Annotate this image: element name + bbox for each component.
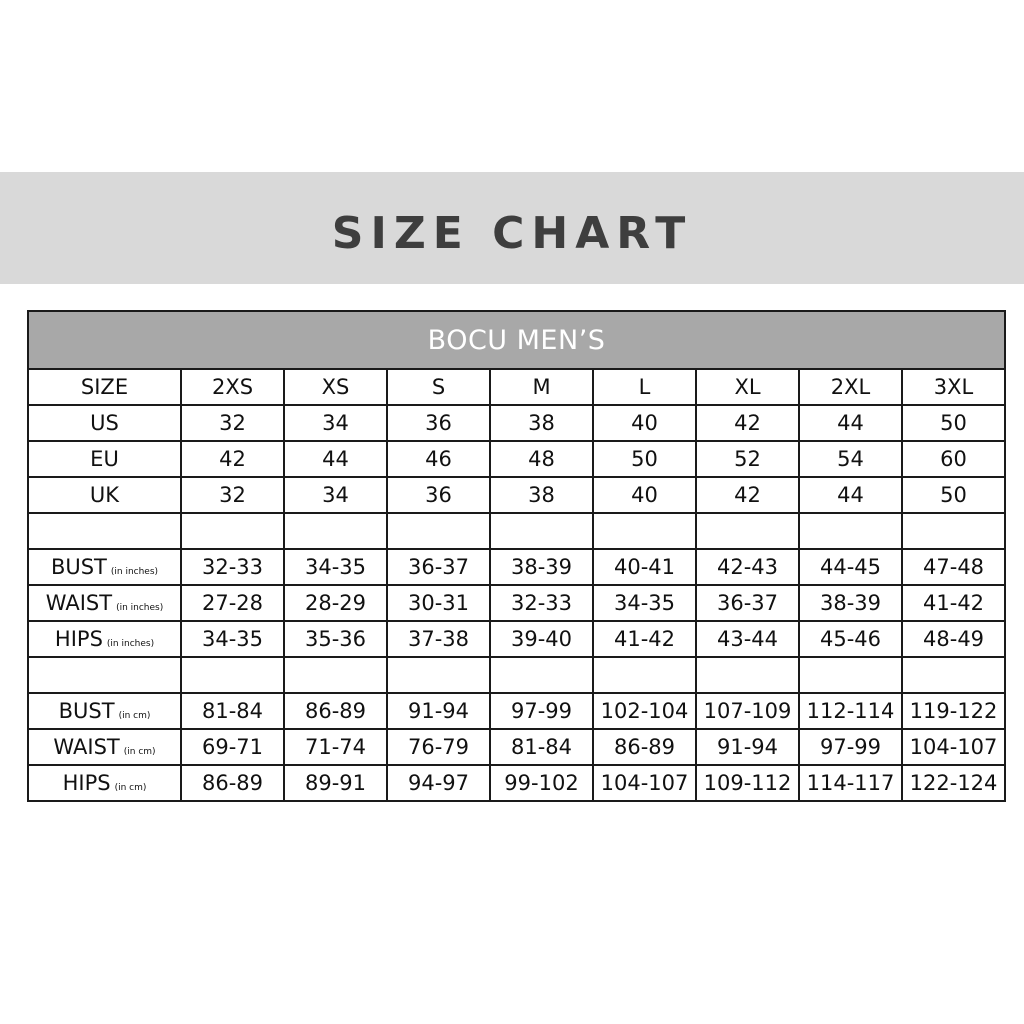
size-header-cell: M xyxy=(490,369,593,405)
row-label xyxy=(28,693,181,729)
row-label xyxy=(28,621,181,657)
row-label: UK xyxy=(28,477,181,513)
row-label: US xyxy=(28,405,181,441)
table-cell: 99-102 xyxy=(490,765,593,801)
table-cell: 52 xyxy=(696,441,799,477)
table-cell: 54 xyxy=(799,441,902,477)
measurement-label: WAIST xyxy=(53,735,120,759)
table-cell: 32 xyxy=(181,405,284,441)
table-cell: 81-84 xyxy=(181,693,284,729)
size-header-cell: XS xyxy=(284,369,387,405)
table-cell: 48 xyxy=(490,441,593,477)
table-cell: 50 xyxy=(902,405,1005,441)
table-cell: 94-97 xyxy=(387,765,490,801)
measurement-label: BUST xyxy=(58,699,115,723)
empty-cell xyxy=(387,657,490,693)
table-cell: 34-35 xyxy=(181,621,284,657)
table-cell: 48-49 xyxy=(902,621,1005,657)
table-cell: 104-107 xyxy=(593,765,696,801)
unit-label: (in cm) xyxy=(118,711,151,721)
size-header-cell: XL xyxy=(696,369,799,405)
table-cell: 119-122 xyxy=(902,693,1005,729)
table-row xyxy=(28,477,1005,513)
table-cell: 32 xyxy=(181,477,284,513)
table-header-row xyxy=(28,369,1005,405)
unit-label: (in cm) xyxy=(114,783,147,793)
row-label xyxy=(28,585,181,621)
row-label xyxy=(28,549,181,585)
empty-cell xyxy=(593,513,696,549)
empty-cell xyxy=(490,513,593,549)
table-cell: 36-37 xyxy=(387,549,490,585)
table-cell: 71-74 xyxy=(284,729,387,765)
empty-cell xyxy=(28,657,181,693)
table-cell: 32-33 xyxy=(490,585,593,621)
size-header-cell: 2XS xyxy=(181,369,284,405)
table-cell: 38-39 xyxy=(490,549,593,585)
table-cell: 46 xyxy=(387,441,490,477)
empty-cell xyxy=(902,657,1005,693)
empty-cell xyxy=(696,513,799,549)
size-header-cell: S xyxy=(387,369,490,405)
table-cell: 47-48 xyxy=(902,549,1005,585)
page-title: SIZE CHART xyxy=(331,207,693,259)
size-table-container xyxy=(27,310,1004,802)
table-cell: 97-99 xyxy=(799,729,902,765)
table-cell: 76-79 xyxy=(387,729,490,765)
table-cell: 91-94 xyxy=(387,693,490,729)
table-cell: 40 xyxy=(593,405,696,441)
title-banner xyxy=(0,172,1024,284)
table-cell: 34-35 xyxy=(593,585,696,621)
table-cell: 44 xyxy=(284,441,387,477)
table-cell: 41-42 xyxy=(902,585,1005,621)
table-cell: 42 xyxy=(696,405,799,441)
table-row xyxy=(28,621,1005,657)
measurement-label: BUST xyxy=(50,555,107,579)
spacer-row xyxy=(28,657,1005,693)
spacer-row xyxy=(28,513,1005,549)
table-cell: 107-109 xyxy=(696,693,799,729)
table-cell: 44 xyxy=(799,405,902,441)
table-cell: 89-91 xyxy=(284,765,387,801)
table-row xyxy=(28,441,1005,477)
table-cell: 40 xyxy=(593,477,696,513)
table-row xyxy=(28,405,1005,441)
table-cell: 32-33 xyxy=(181,549,284,585)
table-row xyxy=(28,729,1005,765)
table-cell: 40-41 xyxy=(593,549,696,585)
table-cell: 38-39 xyxy=(799,585,902,621)
table-cell: 86-89 xyxy=(284,693,387,729)
row-label xyxy=(28,729,181,765)
table-cell: 37-38 xyxy=(387,621,490,657)
row-label: SIZE xyxy=(28,369,181,405)
empty-cell xyxy=(593,657,696,693)
table-cell: 42-43 xyxy=(696,549,799,585)
table-row xyxy=(28,765,1005,801)
table-row xyxy=(28,693,1005,729)
size-header-cell: 2XL xyxy=(799,369,902,405)
table-cell: 69-71 xyxy=(181,729,284,765)
table-cell: 109-112 xyxy=(696,765,799,801)
table-cell: 86-89 xyxy=(593,729,696,765)
empty-cell xyxy=(28,513,181,549)
table-cell: 60 xyxy=(902,441,1005,477)
table-cell: 112-114 xyxy=(799,693,902,729)
empty-cell xyxy=(799,657,902,693)
table-cell: 44-45 xyxy=(799,549,902,585)
table-cell: 35-36 xyxy=(284,621,387,657)
table-cell: 34-35 xyxy=(284,549,387,585)
empty-cell xyxy=(181,513,284,549)
table-cell: 97-99 xyxy=(490,693,593,729)
row-label: EU xyxy=(28,441,181,477)
empty-cell xyxy=(902,513,1005,549)
empty-cell xyxy=(284,657,387,693)
table-cell: 42 xyxy=(181,441,284,477)
empty-cell xyxy=(799,513,902,549)
table-cell: 91-94 xyxy=(696,729,799,765)
unit-label: (in inches) xyxy=(106,639,155,649)
table-cell: 42 xyxy=(696,477,799,513)
table-cell: 45-46 xyxy=(799,621,902,657)
table-cell: 86-89 xyxy=(181,765,284,801)
size-header-cell: 3XL xyxy=(902,369,1005,405)
table-cell: 43-44 xyxy=(696,621,799,657)
measurement-label: WAIST xyxy=(45,591,113,615)
unit-label: (in inches) xyxy=(110,567,159,577)
empty-cell xyxy=(284,513,387,549)
size-table xyxy=(27,310,1006,802)
table-cell: 102-104 xyxy=(593,693,696,729)
table-cell: 39-40 xyxy=(490,621,593,657)
table-cell: 28-29 xyxy=(284,585,387,621)
table-cell: 36 xyxy=(387,405,490,441)
table-cell: 81-84 xyxy=(490,729,593,765)
table-cell: 38 xyxy=(490,405,593,441)
table-row xyxy=(28,549,1005,585)
empty-cell xyxy=(387,513,490,549)
size-header-cell: L xyxy=(593,369,696,405)
table-cell: 34 xyxy=(284,477,387,513)
table-cell: 34 xyxy=(284,405,387,441)
empty-cell xyxy=(490,657,593,693)
row-label xyxy=(28,765,181,801)
empty-cell xyxy=(696,657,799,693)
table-cell: 27-28 xyxy=(181,585,284,621)
unit-label: (in inches) xyxy=(116,603,164,613)
table-cell: 38 xyxy=(490,477,593,513)
table-caption: BOCU MEN’S xyxy=(28,311,1005,369)
table-cell: 30-31 xyxy=(387,585,490,621)
unit-label: (in cm) xyxy=(123,747,156,757)
table-cell: 41-42 xyxy=(593,621,696,657)
table-cell: 122-124 xyxy=(902,765,1005,801)
table-cell: 36-37 xyxy=(696,585,799,621)
table-cell: 114-117 xyxy=(799,765,902,801)
table-cell: 50 xyxy=(902,477,1005,513)
measurement-label: HIPS xyxy=(54,627,103,651)
table-cell: 50 xyxy=(593,441,696,477)
measurement-label: HIPS xyxy=(62,771,111,795)
table-cell: 36 xyxy=(387,477,490,513)
table-cell: 44 xyxy=(799,477,902,513)
table-cell: 104-107 xyxy=(902,729,1005,765)
empty-cell xyxy=(181,657,284,693)
table-row xyxy=(28,585,1005,621)
